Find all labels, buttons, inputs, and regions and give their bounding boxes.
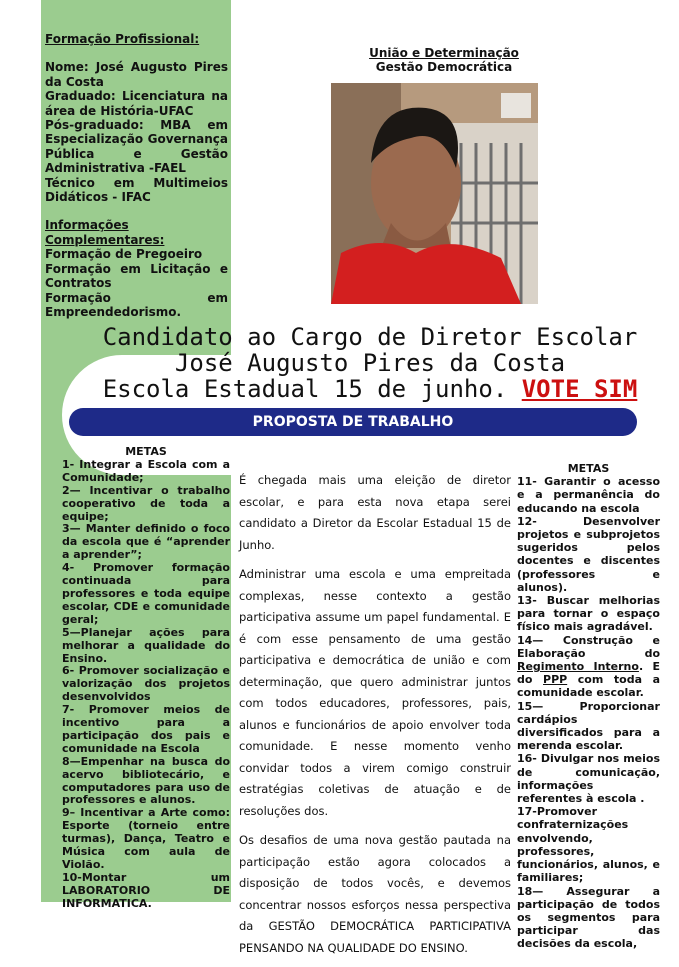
goal-item: 9– Incentivar a Arte como: Esporte (torneio entre turmas), Dança, Teatro e Música com aula de Violão.	[62, 806, 230, 871]
goals-title-right: METAS	[567, 462, 610, 475]
slogan	[360, 46, 528, 74]
goal-14-e-do: E do	[517, 660, 660, 687]
goal-item: 10-Montar um LABORATORIO DE INFORMATICA.	[62, 870, 230, 910]
complementary-heading: Informações Complementares:	[45, 218, 165, 247]
school-name: Escola Estadual 15 de junho.	[102, 375, 508, 403]
work-proposal-banner: PROPOSTA DE TRABALHO	[69, 408, 637, 436]
goal-item: 18— Assegurar a participação de todos os segmentos para participar das decisões da escola,	[517, 884, 660, 951]
goals-list-left	[62, 446, 230, 911]
info-item: Formação em Empreendedorismo.	[45, 290, 228, 319]
candidate-title	[60, 324, 679, 402]
postgraduate-line: Pós-graduado: MBA em Especialização Governança Pública e Gestão Administrativa -FAEL	[45, 118, 228, 176]
regimento-interno: Regimento Interno	[517, 660, 639, 674]
professional-training-panel	[45, 32, 228, 319]
professional-heading: Formação Profissional:	[45, 32, 200, 46]
candidate-line-1: Candidato ao Cargo de Diretor Escolar	[102, 323, 638, 351]
goal-item: 13- Buscar melhorias para tornar o espaço físico mais agradável.	[517, 594, 660, 634]
proposal-text	[239, 470, 511, 967]
goals-list-right	[517, 462, 660, 951]
goal-item	[517, 634, 660, 700]
name-line: Nome: José Augusto Pires da Costa	[45, 60, 228, 89]
ppp: PPP	[543, 673, 568, 687]
goal-item: 7- Promover meios de incentivo para a participação dos pais e comunidade na Escola	[62, 703, 230, 755]
candidate-line-3	[60, 376, 679, 402]
vote-sim-link[interactable]: VOTE SIM	[521, 375, 638, 403]
candidate-photo	[331, 83, 538, 304]
goals-title: METAS	[125, 445, 167, 458]
candidate-line-2: José Augusto Pires da Costa	[174, 349, 566, 377]
info-item: Formação em Licitação e Contratos	[45, 261, 228, 291]
goal-14-text: 14— Construção e Elaboração do	[517, 633, 660, 660]
goal-item: 2— Incentivar o trabalho cooperativo de toda a equipe;	[62, 483, 230, 523]
goal-item: 11- Garantir o acesso e a permanência do educando na escola	[517, 475, 660, 515]
goal-item: 1- Integrar a Escola com a Comunidade;	[62, 457, 230, 484]
goal-item: 5—Planejar ações para melhorar a qualidade do Ensino.	[62, 625, 230, 665]
proposal-paragraph-1: É chegada mais uma eleição de diretor escolar, e para esta nova etapa serei candidato a Diretor da Escolar Estadual 15 de Junho.	[239, 473, 511, 552]
goal-item: 16- Divulgar nos meios de comunicação, informações referentes à escola .	[517, 752, 660, 806]
candidate-portrait-illustration	[331, 83, 538, 304]
goal-item: 6- Promover socialização e valorização dos projetos desenvolvidos	[62, 664, 230, 704]
proposal-paragraph-3: Os desafios de uma nova gestão pautada na participação estão agora colocados a disposição de todos vocês, e devemos concentrar nossos esforços nessa perspectiva da GESTÃO DEMOCRÁTICA PARTICIPATIVA PENSANDO NA QUALIDADE DO ENSINO.	[239, 833, 511, 955]
goal-14-period: .	[638, 660, 644, 674]
goal-item: 8—Empenhar na busca do acervo bibliotecário, e computadores para uso de professores e alunos.	[62, 754, 230, 807]
goal-item: 12- Desenvolver projetos e subprojetos sugeridos pelos docentes e discentes (professores e alunos).	[517, 514, 660, 594]
goal-item: 15— Proporcionar cardápios diversificados para a merenda escolar.	[517, 699, 660, 753]
goal-14-end: com toda a comunidade escolar.	[517, 673, 660, 700]
info-item: Formação de Pregoeiro	[45, 247, 203, 262]
technician-line: Técnico em Multimeios Didáticos - IFAC	[45, 175, 228, 205]
goal-item: 3— Manter definido o foco da escola que é “aprender a aprender”;	[62, 522, 230, 562]
graduation-line: Graduado: Licenciatura na área de História-UFAC	[45, 89, 228, 118]
slogan-line-1: União e Determinação	[369, 46, 519, 60]
goal-item: 17-Promover confraternizações envolvendo, professores, funcionários, alunos, e familiares;	[517, 805, 660, 885]
goal-item: 4- Promover formação continuada para professores e toda equipe escolar, CDE e comunidade geral;	[62, 561, 230, 626]
slogan-line-2: Gestão Democrática	[375, 60, 513, 74]
proposal-paragraph-2: Administrar uma escola e uma empreitada complexas, nesse contexto a gestão participativa assume um papel fundamental. E é com esse pensamento de uma gestão participativa e democrática de união e com determinação, que quero administrar juntos com todos educadores, professores, pais, alunos e funcionários de apoio envolver toda comunidade. E nesse momento venho convidar todos a virem comigo construir estratégias coletivas de atuação e de resoluções dos.	[239, 567, 511, 818]
